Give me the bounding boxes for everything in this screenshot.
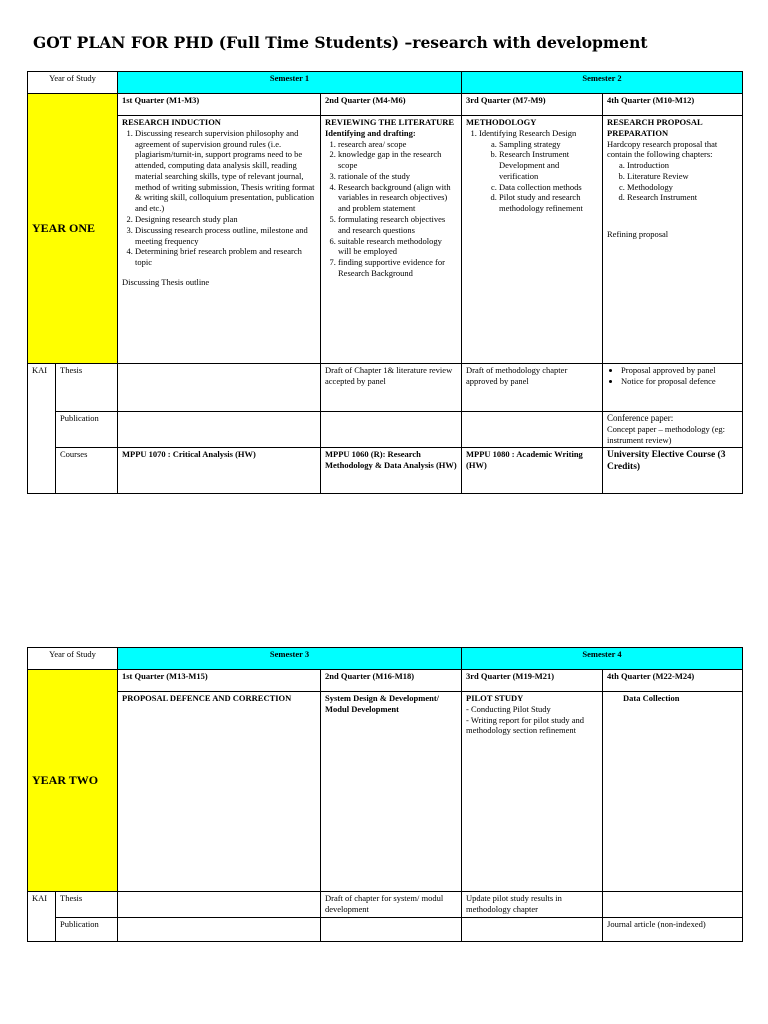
list-item: d. Research Instrument [627,192,738,203]
list-item: 6. suitable research methodology will be employed [338,236,457,258]
y2-publication-q3 [462,918,603,942]
y2-q3-heading: PILOT STUDY [466,693,524,703]
semester-header-row [28,72,743,94]
publication-row [28,918,743,942]
courses-label: Courses [56,448,118,494]
thesis-q2: Draft of Chapter 1& literature review accepted by panel [321,364,462,412]
courses-row [28,448,743,494]
y2-q2-activities: System Design & Development/ Modul Development [321,692,462,892]
publication-q4-line1: Conference paper: [607,413,674,423]
list-item: d. Pilot study and research methodology refinement [499,192,598,214]
thesis-row [28,892,743,918]
semester-4-header: Semester 4 [462,648,743,670]
publication-q3 [462,412,603,448]
list-item: 7. finding supportive evidence for Research Background [338,257,457,279]
y2-thesis-q4 [603,892,743,918]
course-q2: MPPU 1060 (R): Research Methodology & Data Analysis (HW) [321,448,462,494]
publication-row [28,412,743,448]
kai-label: KAI [28,892,56,942]
quarter-row [28,94,743,116]
q3-activities [462,116,603,364]
thesis-q3: Draft of methodology chapter approved by panel [462,364,603,412]
y2-thesis-q3: Update pilot study results in methodology chapter [462,892,603,918]
list-item: a. Sampling strategy [499,139,598,150]
y2-publication-q1 [118,918,321,942]
list-item: 1. research area/ scope [338,139,457,150]
thesis-label: Thesis [56,892,118,918]
thesis-row [28,364,743,412]
semester-header-row [28,648,743,670]
thesis-q1 [118,364,321,412]
q3-sublist [479,139,598,214]
publication-q4 [603,412,743,448]
year-one-table [27,71,743,494]
list-item: 1. Discussing research supervision philosophy and agreement of supervision ground rules (i.e. plagiarism/turnit-in, support programs need to be attended, computing data analysis skill, reading material searching skills, type of relevant journal, method of writing submission, Thesis writing format & writing skill, colloquium presentation, publication and etc.) [135,128,316,214]
q4-heading: RESEARCH PROPOSAL PREPARATION [607,117,703,138]
y2-q3-activities [462,692,603,892]
thesis-q4 [603,364,743,412]
activities-row [28,692,743,892]
y2-thesis-q1 [118,892,321,918]
year-one-label: YEAR ONE [28,94,118,364]
list-item: • Proposal approved by panel [621,365,738,376]
list-item: - Writing report for pilot study and methodology section refinement [466,715,598,737]
y2-publication-q2 [321,918,462,942]
year-two-label: YEAR TWO [28,670,118,892]
y2-thesis-q2: Draft of chapter for system/ modul development [321,892,462,918]
quarter-4-header: 4th Quarter (M10-M12) [603,94,743,116]
list-item: 5. formulating research objectives and research questions [338,214,457,236]
q1-activities [118,116,321,364]
thesis-q4-list [607,365,738,387]
list-item: 4. Determining brief research problem and research topic [135,246,316,268]
q2-subheading: Identifying and drafting: [325,127,416,138]
list-item: 4. Research background (align with variables in research objectives) and problem statement [338,182,457,214]
course-q3: MPPU 1080 : Academic Writing (HW) [462,448,603,494]
quarter-2-header: 2nd Quarter (M4-M6) [321,94,462,116]
thesis-label: Thesis [56,364,118,412]
year-two-table [27,647,743,942]
quarter-3-header: 3rd Quarter (M19-M21) [462,670,603,692]
q3-list [466,128,598,214]
y2-q4-activities: Data Collection [603,692,743,892]
list-item: 2. knowledge gap in the research scope [338,149,457,171]
semester-2-header: Semester 2 [462,72,743,94]
quarter-row [28,670,743,692]
q4-list [607,160,738,203]
y2-q3-list [466,704,598,736]
semester-3-header: Semester 3 [118,648,462,670]
q3-heading: METHODOLOGY [466,117,537,127]
list-item: 3. rationale of the study [338,171,457,182]
course-q1: MPPU 1070 : Critical Analysis (HW) [118,448,321,494]
list-item: c. Data collection methods [499,182,598,193]
q1-heading: RESEARCH INDUCTION [122,117,221,127]
kai-label: KAI [28,364,56,494]
q2-activities [321,116,462,364]
semester-1-header: Semester 1 [118,72,462,94]
publication-label: Publication [56,412,118,448]
quarter-1-header: 1st Quarter (M1-M3) [118,94,321,116]
y2-publication-q4: Journal article (non-indexed) [603,918,743,942]
publication-q1 [118,412,321,448]
q4-footer: Refining proposal [607,229,669,240]
publication-q2 [321,412,462,448]
quarter-2-header: 2nd Quarter (M16-M18) [321,670,462,692]
q4-activities [603,116,743,364]
q1-footer: Discussing Thesis outline [122,276,210,287]
y2-q1-activities: PROPOSAL DEFENCE AND CORRECTION [118,692,321,892]
q4-text: Hardcopy research proposal that contain the following chapters: [607,138,718,160]
list-item: 2. Designing research study plan [135,214,316,225]
activities-row [28,116,743,364]
list-item: c. Methodology [627,182,738,193]
year-of-study-header: Year of Study [28,72,118,94]
list-item: 3. Discussing research process outline, milestone and meeting frequency [135,225,316,247]
list-item: • Notice for proposal defence [621,376,738,387]
list-item: 1. Identifying Research Design a. Sampling strategy b. Research Instrument Development and verification c. Data collection methods d. Pilot study and research methodology refinement [479,128,598,214]
publication-label: Publication [56,918,118,942]
page-title: GOT PLAN FOR PHD (Full Time Students) –research with development [33,33,648,52]
quarter-3-header: 3rd Quarter (M7-M9) [462,94,603,116]
q2-heading: REVIEWING THE LITERATURE [325,117,455,127]
list-item: b. Literature Review [627,171,738,182]
quarter-1-header: 1st Quarter (M13-M15) [118,670,321,692]
publication-q4-line2: Concept paper – methodology (eg: instrument review) [607,424,726,446]
q2-list [325,139,457,279]
course-q4: University Elective Course (3 Credits) [603,448,743,494]
year-of-study-header: Year of Study [28,648,118,670]
q1-list [122,128,316,268]
list-item: - Conducting Pilot Study [466,704,598,715]
list-item: b. Research Instrument Development and verification [499,149,598,181]
quarter-4-header: 4th Quarter (M22-M24) [603,670,743,692]
list-item: a. Introduction [627,160,738,171]
